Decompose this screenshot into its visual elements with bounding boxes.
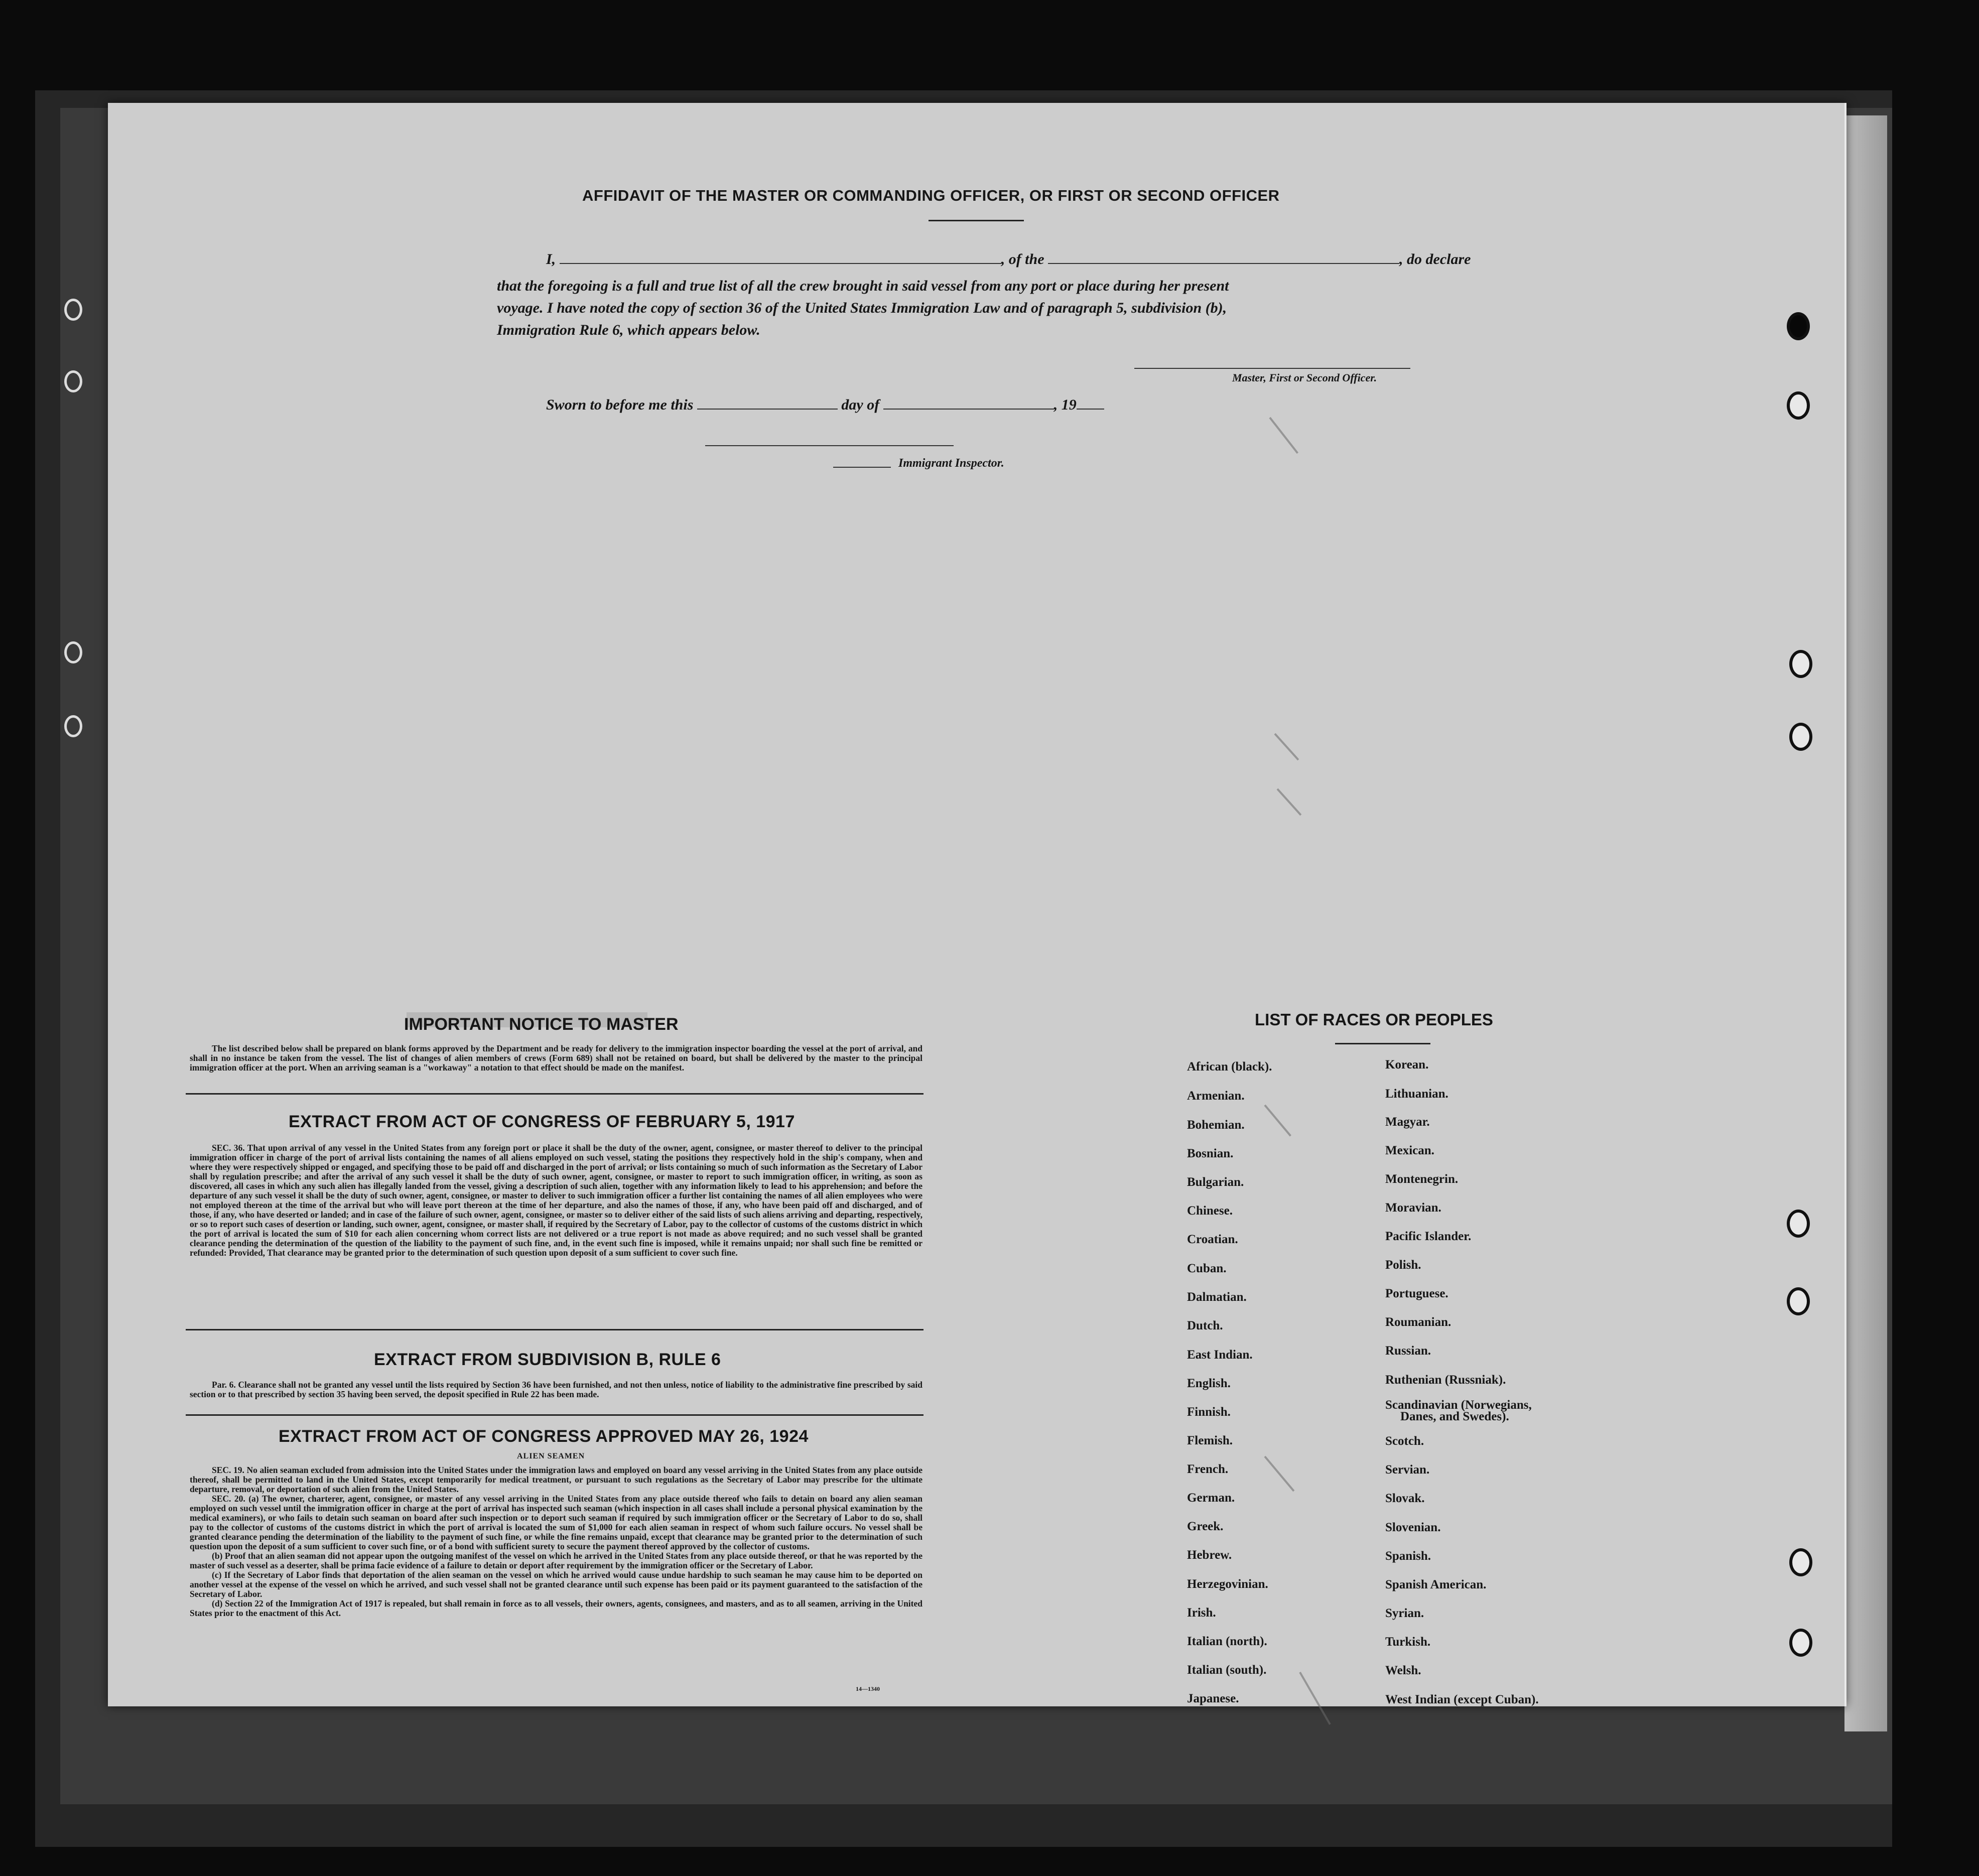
race-item: English. bbox=[1187, 1377, 1231, 1390]
affidavit-title: AFFIDAVIT OF THE MASTER OR COMMANDING OFFICER, OR FIRST OR SECOND OFFICER bbox=[582, 187, 1280, 204]
inspector-caption: Immigrant Inspector. bbox=[898, 457, 1004, 470]
races-title-rule bbox=[1335, 1043, 1430, 1044]
sworn-day-field[interactable] bbox=[697, 397, 838, 410]
race-item: German. bbox=[1187, 1491, 1235, 1505]
affidavit-of-the: , of the bbox=[1001, 251, 1044, 267]
race-item: Irish. bbox=[1187, 1606, 1216, 1620]
inspector-name-line[interactable] bbox=[833, 467, 891, 468]
race-item: Bulgarian. bbox=[1187, 1175, 1244, 1189]
extract-1924-sec19: SEC. 19. No alien seaman excluded from admission into the United States under the immigration laws and employed on board any vessel arriving in the United States from any place outside thereof, shall be permitted to land in the United States, except temporarily for medical treatment, or pursuant to such regulations as the Secretary of Labor may prescribe for the ultimate departure, removal, or deportation of such alien from the United States. bbox=[190, 1465, 922, 1494]
punch-hole-right-8 bbox=[1789, 1629, 1812, 1657]
race-item: Polish. bbox=[1385, 1258, 1421, 1272]
extract-rule6-title: EXTRACT FROM SUBDIVISION B, RULE 6 bbox=[374, 1350, 721, 1369]
punch-hole-left-4 bbox=[64, 715, 82, 737]
affidavit-body-line-3: Immigration Rule 6, which appears below. bbox=[497, 322, 760, 338]
race-item: Ruthenian (Russniak). bbox=[1385, 1373, 1506, 1387]
race-item: Mexican. bbox=[1385, 1144, 1434, 1157]
race-item: Finnish. bbox=[1187, 1405, 1231, 1419]
race-item: Cuban. bbox=[1187, 1262, 1227, 1275]
sworn-line bbox=[546, 396, 1104, 414]
race-item: Italian (south). bbox=[1187, 1663, 1267, 1677]
extract-1924-subtitle: ALIEN SEAMEN bbox=[517, 1452, 585, 1460]
sworn-year-field[interactable] bbox=[1077, 397, 1104, 410]
notice-text: The list described below shall be prepared on blank forms approved by the Department and be ready for delivery to the immigration inspector boarding the vessel at the port of arrival, and shall in no instance be taken from the vessel. The list of changes of alien members of crews (Form 689) shall not be retained on board, but shall be delivered by the master to the principal immigration officer at the port. When an arriving seaman is a "workaway" a notation to that effect should be made on the manifest. bbox=[190, 1043, 922, 1073]
affidavit-line1 bbox=[546, 251, 1471, 268]
punch-hole-right-7 bbox=[1789, 1548, 1812, 1576]
extract-1917-title: EXTRACT FROM ACT OF CONGRESS OF FEBRUARY 5, 1917 bbox=[289, 1112, 795, 1131]
race-item: French. bbox=[1187, 1462, 1229, 1476]
race-item: East Indian. bbox=[1187, 1348, 1253, 1362]
punch-hole-right-1 bbox=[1787, 312, 1810, 340]
extract-1924-sec20b: (b) Proof that an alien seaman did not appear upon the outgoing manifest of the vessel on which he arrived in the United States from any place outside thereof, or that he was reported by the master of such vessel as a deserter, shall be prima facie evidence of a failure to detain or deport after requirement by the immigration officer or the Secretary of Labor. bbox=[190, 1551, 922, 1570]
race-item: Herzegovinian. bbox=[1187, 1577, 1268, 1591]
race-item: Danes, and Swedes). bbox=[1400, 1410, 1509, 1423]
race-item: Bohemian. bbox=[1187, 1118, 1245, 1132]
form-number: 14—1340 bbox=[856, 1685, 880, 1692]
race-item: Pacific Islander. bbox=[1385, 1230, 1472, 1243]
punch-hole-right-4 bbox=[1789, 723, 1812, 751]
extract-1924-sec20a: SEC. 20. (a) The owner, charterer, agent, consignee, or master of any vessel arriving in the United States from any place outside thereof who fails to detain on board any alien seaman employed on such vessel until the immigration officer in charge at the port of arrival has inspected such seaman (which inspection in all cases shall include a personal physical examination by the medical examiners), or who fails to detain such seaman on board after such inspection or to deport such seaman if required by such immigration officer or the Secretary of Labor to do so, shall pay to the collector of customs of the customs district in which the port of arrival is located the sum of $1,000 for each alien seaman in respect of whom such failure occurs. No vessel shall be granted clearance pending the determination of the liability to the payment of such fine, or while the fine remains unpaid, except that clearance may be granted prior to the determination of such question upon the deposit of a sum sufficient to cover such fine, or of a bond with sufficient surety to secure the payment thereof approved by the collector of customs. bbox=[190, 1494, 922, 1551]
race-item: Scandinavian (Norwegians, bbox=[1385, 1398, 1532, 1412]
race-item: Slovak. bbox=[1385, 1492, 1425, 1505]
extract-1917-text: SEC. 36. That upon arrival of any vessel in the United States from any foreign port or place it shall be the duty of the owner, agent, consignee, or master thereof to deliver to the principal immigration officer in charge of the port of arrival lists containing the names of all aliens employed on such vessel, stating the positions they respectively hold in the ship's company, when and where they were respectively shipped or engaged, and specifying those to be paid off and discharged in the port of arrival; or lists containing so much of such information as the Secretary of Labor shall by regulation prescribe; and after the arrival of any such vessel it shall be the duty of such owner, agent, consignee, or master to report to such immigration officer, in writing, as soon as discovered, all cases in which any such alien has illegally landed from the vessel, giving a description of such alien, together with any information likely to lead to his apprehension; and before the departure of any such vessel it shall be the duty of such owner, agent, consignee, or master to deliver to such immigration officer a further list containing the names of all alien employees who were not employed thereon at the time of the arrival but who will leave port thereon at the time of her departure, and also the names of those, if any, who have been paid off and discharged, and of those, if any, who have deserted or landed; and in case of the failure of such owner, agent, consignee, or master so to deliver either of the said lists of such aliens arriving and departing, respectively, or so to report such cases of desertion or landing, such owner, agent, consignee, or master shall, if required by the Secretary of Labor, pay to the collector of customs of the customs district in which the port of arrival is located the sum of $10 for each alien concerning whom correct lists are not delivered or a true report is not made as above required; and no such vessel shall be granted clearance pending the determination of the question of the liability to the payment of such fine, and, in the event such fine is imposed, while it remains unpaid; nor shall such fine be remitted or refunded: Provided, That clearance may be granted prior to the determination of such question upon deposit of a sum sufficient to cover such fine. bbox=[190, 1143, 922, 1258]
race-item: Welsh. bbox=[1385, 1664, 1421, 1677]
race-item: Greek. bbox=[1187, 1520, 1224, 1533]
extract-1924-sec20d: (d) Section 22 of the Immigration Act of 1917 is repealed, but shall remain in force as to all vessels, their owners, agents, consignees, and masters, and as to all seamen, arriving in the United States prior to the enactment of this Act. bbox=[190, 1598, 922, 1618]
extract-1924-sec20c: (c) If the Secretary of Labor finds that deportation of the alien seaman on the vessel on which he arrived would cause undue hardship to such seaman he may cause him to be deported on another vessel at the expense of the vessel on which he arrived, and such vessel shall not be granted clearance until such expense has been paid or its payment guaranteed to the satisfaction of the Secretary of Labor. bbox=[190, 1570, 922, 1599]
punch-hole-right-2 bbox=[1787, 391, 1810, 420]
day-of-text: day of bbox=[841, 396, 880, 413]
race-item: Italian (north). bbox=[1187, 1635, 1267, 1648]
race-item: Turkish. bbox=[1385, 1635, 1431, 1649]
race-item: Magyar. bbox=[1385, 1115, 1430, 1129]
affidavit-i: I, bbox=[546, 251, 556, 267]
race-item: Bosnian. bbox=[1187, 1147, 1234, 1160]
races-title: LIST OF RACES OR PEOPLES bbox=[1255, 1010, 1493, 1029]
punch-hole-right-5 bbox=[1787, 1210, 1810, 1238]
race-item: Moravian. bbox=[1385, 1201, 1441, 1215]
race-item: Lithuanian. bbox=[1385, 1087, 1448, 1101]
race-item: Russian. bbox=[1385, 1344, 1431, 1358]
extract-rule6-text: Par. 6. Clearance shall not be granted any vessel until the lists required by Section 36 have been furnished, and not then unless, notice of liability to the administrative fine prescribed by said section or to that prescribed by section 35 having been served, the deposit specified in Rule 22 has been made. bbox=[190, 1380, 922, 1399]
race-item: Scotch. bbox=[1385, 1434, 1424, 1448]
master-signature-line[interactable] bbox=[1134, 368, 1410, 369]
punch-hole-left-2 bbox=[64, 370, 82, 392]
affidavit-body bbox=[497, 275, 1461, 341]
master-name-field[interactable] bbox=[560, 252, 1001, 264]
affidavit-body-line-1: that the foregoing is a full and true list of all the crew brought in said vessel from any port or place during her present bbox=[497, 278, 1229, 294]
year-text: , 19 bbox=[1053, 396, 1077, 413]
affidavit-do-declare: , do declare bbox=[1399, 251, 1471, 267]
race-item: Spanish. bbox=[1385, 1549, 1431, 1563]
extract-1917-rule bbox=[186, 1329, 923, 1330]
extract-rule6-rule bbox=[186, 1414, 923, 1416]
race-item: Dalmatian. bbox=[1187, 1290, 1247, 1304]
vessel-name-field[interactable] bbox=[1048, 252, 1399, 264]
race-item: Hebrew. bbox=[1187, 1548, 1232, 1562]
punch-hole-left-1 bbox=[64, 299, 82, 321]
race-item: Roumanian. bbox=[1385, 1315, 1452, 1329]
notice-rule bbox=[186, 1093, 923, 1095]
punch-hole-left-3 bbox=[64, 641, 82, 663]
race-item: Slovenian. bbox=[1385, 1521, 1441, 1534]
race-item: Flemish. bbox=[1187, 1434, 1233, 1447]
extract-1924-body bbox=[190, 1465, 922, 1618]
punch-hole-right-3 bbox=[1789, 650, 1812, 678]
race-item: Spanish American. bbox=[1385, 1578, 1487, 1591]
race-item: Korean. bbox=[1385, 1058, 1429, 1071]
race-item: Croatian. bbox=[1187, 1233, 1238, 1246]
race-item: Japanese. bbox=[1187, 1692, 1239, 1705]
inspector-signature-line[interactable] bbox=[705, 445, 954, 446]
sworn-text: Sworn to before me this bbox=[546, 396, 694, 413]
punch-hole-right-6 bbox=[1787, 1287, 1810, 1315]
affidavit-title-rule bbox=[929, 220, 1024, 221]
race-item: African (black). bbox=[1187, 1060, 1272, 1074]
race-item: Chinese. bbox=[1187, 1204, 1233, 1218]
race-item: West Indian (except Cuban). bbox=[1385, 1693, 1539, 1706]
extract-1924-title: EXTRACT FROM ACT OF CONGRESS APPROVED MAY 26, 1924 bbox=[279, 1427, 809, 1446]
race-item: Syrian. bbox=[1385, 1606, 1424, 1620]
affidavit-body-line-2: voyage. I have noted the copy of section 36 of the United States Immigration Law and of paragraph 5, subdivision (b), bbox=[497, 300, 1227, 316]
sworn-month-field[interactable] bbox=[883, 397, 1054, 410]
notice-title: IMPORTANT NOTICE TO MASTER bbox=[404, 1015, 679, 1034]
race-item: Servian. bbox=[1385, 1463, 1430, 1477]
race-item: Montenegrin. bbox=[1385, 1172, 1459, 1186]
race-item: Dutch. bbox=[1187, 1319, 1223, 1332]
race-item: Portuguese. bbox=[1385, 1287, 1448, 1300]
master-caption: Master, First or Second Officer. bbox=[1232, 371, 1377, 384]
race-item: Armenian. bbox=[1187, 1089, 1245, 1103]
underlying-sheet-edge bbox=[1844, 115, 1887, 1731]
